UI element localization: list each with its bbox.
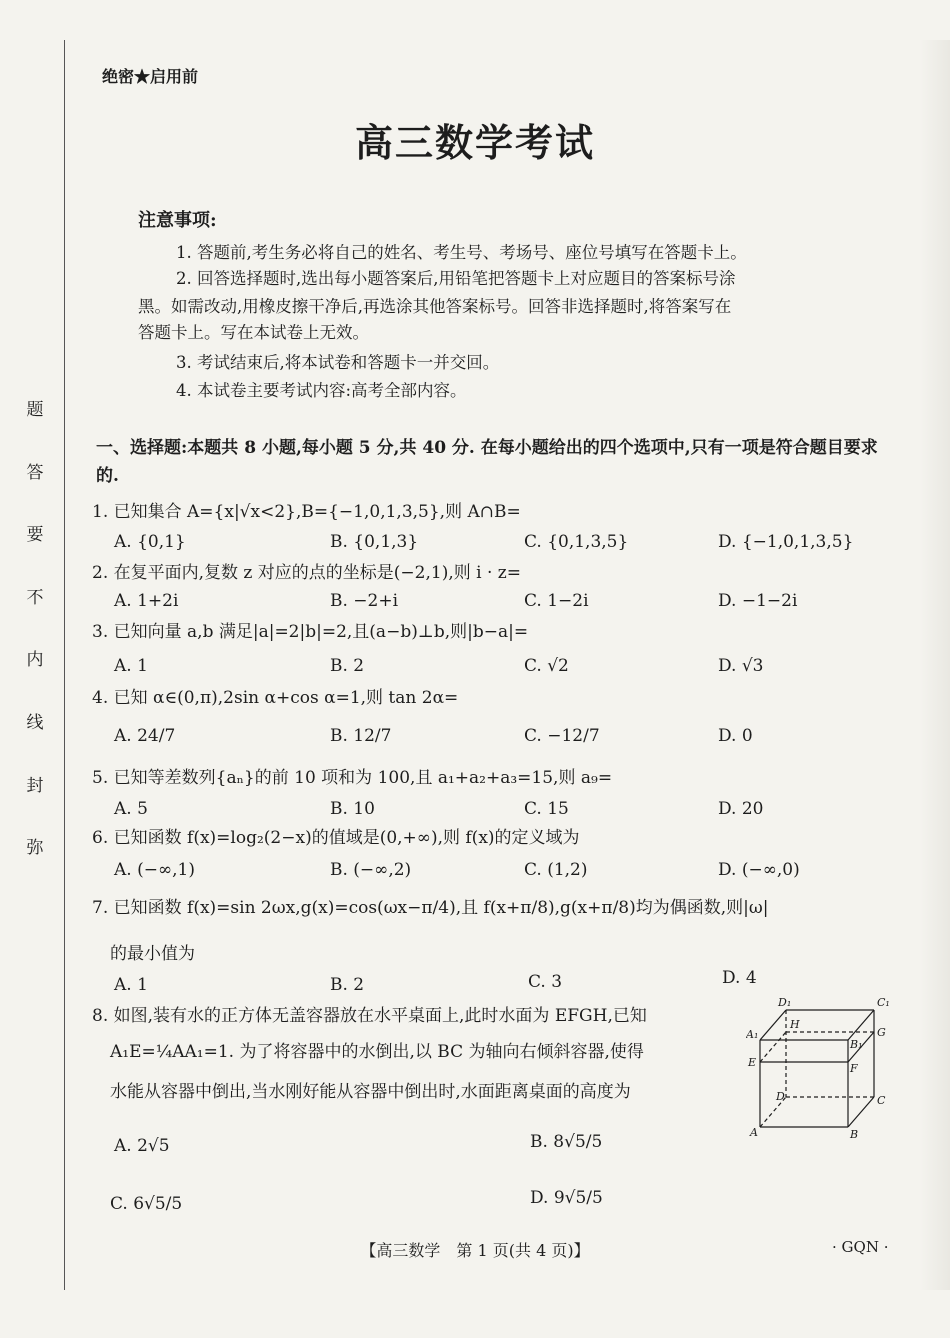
option: B. {0,1,3} bbox=[330, 532, 419, 552]
option: C. 15 bbox=[524, 799, 569, 819]
question-stem: 7. 已知函数 f(x)=sin 2ωx,g(x)=cos(ωx−π/4),且 f(x+π/8),g(x+π/8)均为偶函数,则|ω| bbox=[92, 898, 769, 918]
option: D. 20 bbox=[718, 799, 764, 819]
option: B. 10 bbox=[330, 799, 375, 819]
seal-char: 题 bbox=[26, 400, 44, 420]
question-stem: 8. 如图,装有水的正方体无盖容器放在水平桌面上,此时水面为 EFGH,已知 bbox=[92, 1006, 647, 1026]
section-heading: 一、选择题:本题共 8 小题,每小题 5 分,共 40 分. 在每小题给出的四个选项中,只有一项是符合题目要求的. bbox=[96, 438, 878, 486]
binding-line bbox=[64, 40, 65, 1290]
option: D. (−∞,0) bbox=[718, 860, 800, 880]
option: A. 1 bbox=[114, 656, 148, 676]
seal-char: 答 bbox=[26, 462, 44, 483]
notice-item: 1. 答题前,考生务必将自己的姓名、考生号、考场号、座位号填写在答题卡上。 bbox=[176, 243, 747, 262]
scan-edge bbox=[920, 40, 950, 1290]
question-stem: 6. 已知函数 f(x)=log₂(2−x)的值域是(0,+∞),则 f(x)的定义域为 bbox=[92, 828, 580, 848]
option: B. (−∞,2) bbox=[330, 860, 412, 880]
question-stem: 3. 已知向量 a,b 满足|a|=2|b|=2,且(a−b)⊥b,则|b−a|= bbox=[92, 622, 529, 642]
option: A. {0,1} bbox=[114, 532, 186, 552]
question-stem-continued: A₁E=¼AA₁=1. 为了将容器中的水倒出,以 BC 为轴向右倾斜容器,使得 bbox=[110, 1042, 644, 1062]
edge bbox=[848, 1097, 874, 1127]
seal-char: 内 bbox=[26, 650, 44, 671]
notice-item: 2. 回答选择题时,选出每小题答案后,用铅笔把答题卡上对应题目的答案标号涂 bbox=[176, 269, 736, 288]
option: A. 1 bbox=[114, 975, 148, 995]
seal-char: 封 bbox=[26, 775, 44, 796]
edge bbox=[760, 1010, 786, 1040]
option: C. {0,1,3,5} bbox=[524, 532, 629, 552]
edge bbox=[848, 1010, 874, 1040]
question-stem: 2. 在复平面内,复数 z 对应的点的坐标是(−2,1),则 i · z= bbox=[92, 563, 521, 583]
confidential-mark: 绝密★启用前 bbox=[102, 67, 199, 86]
option: A. (−∞,1) bbox=[114, 860, 195, 880]
option: C. 1−2i bbox=[524, 591, 589, 611]
option: A. 5 bbox=[114, 799, 148, 819]
notice-item: 4. 本试卷主要考试内容:高考全部内容。 bbox=[176, 381, 467, 400]
figure-label: E bbox=[748, 1056, 757, 1069]
option: C. 3 bbox=[528, 972, 563, 992]
question-stem-continued: 的最小值为 bbox=[110, 944, 195, 964]
figure-label: D bbox=[776, 1090, 785, 1103]
option: C. 6√5/5 bbox=[110, 1194, 183, 1214]
figure-label: A bbox=[750, 1126, 758, 1139]
option: A. 24/7 bbox=[114, 726, 176, 746]
option: D. 4 bbox=[722, 968, 757, 988]
notice-item: 3. 考试结束后,将本试卷和答题卡一并交回。 bbox=[176, 353, 500, 372]
figure-label: D₁ bbox=[778, 996, 792, 1009]
page-footer: 【高三数学 第 1 页(共 4 页)】 bbox=[360, 1241, 590, 1260]
option: C. −12/7 bbox=[524, 726, 600, 746]
figure-label: G bbox=[877, 1026, 886, 1039]
option: A. 1+2i bbox=[114, 591, 179, 611]
seal-text bbox=[20, 400, 50, 901]
option: B. 12/7 bbox=[330, 726, 392, 746]
option: A. 2√5 bbox=[114, 1136, 170, 1156]
figure-label: C₁ bbox=[877, 996, 890, 1009]
notice-item: 答题卡上。写在本试卷上无效。 bbox=[138, 323, 369, 342]
question-stem: 5. 已知等差数列{aₙ}的前 10 项和为 100,且 a₁+a₂+a₃=15,则 a₉= bbox=[92, 768, 613, 788]
figure-label: B bbox=[850, 1128, 859, 1141]
seal-char: 线 bbox=[26, 712, 44, 733]
figure-label: H bbox=[790, 1018, 800, 1031]
option: C. √2 bbox=[524, 656, 569, 676]
option: B. −2+i bbox=[330, 591, 399, 611]
seal-char: 不 bbox=[26, 587, 44, 608]
option: B. 2 bbox=[330, 975, 365, 995]
option: C. (1,2) bbox=[524, 860, 588, 880]
page-title: 高三数学考试 bbox=[354, 120, 595, 165]
cube-figure bbox=[746, 992, 896, 1142]
figure-label: A₁ bbox=[746, 1028, 759, 1041]
question-stem-continued: 水能从容器中倒出,当水刚好能从容器中倒出时,水面距离桌面的高度为 bbox=[110, 1082, 631, 1102]
question-stem: 1. 已知集合 A={x|√x<2},B={−1,0,1,3,5},则 A∩B= bbox=[92, 502, 521, 522]
question-stem: 4. 已知 α∈(0,π),2sin α+cos α=1,则 tan 2α= bbox=[92, 688, 459, 708]
figure-label: C bbox=[877, 1094, 886, 1107]
figure-label: B₁ bbox=[850, 1038, 863, 1051]
notice-item: 黑。如需改动,用橡皮擦干净后,再选涂其他答案标号。回答非选择题时,将答案写在 bbox=[138, 297, 732, 316]
option: D. 0 bbox=[718, 726, 753, 746]
water-edge bbox=[760, 1032, 786, 1062]
option: B. 8√5/5 bbox=[530, 1132, 603, 1152]
figure-label: F bbox=[850, 1062, 858, 1075]
seal-char: 弥 bbox=[26, 838, 44, 859]
option: D. √3 bbox=[718, 656, 764, 676]
seal-char: 要 bbox=[26, 525, 44, 546]
option: D. {−1,0,1,3,5} bbox=[718, 532, 854, 552]
notice-heading: 注意事项: bbox=[138, 210, 217, 231]
option: B. 2 bbox=[330, 656, 365, 676]
option: D. −1−2i bbox=[718, 591, 798, 611]
exam-code: · GQN · bbox=[832, 1238, 889, 1256]
option: D. 9√5/5 bbox=[530, 1188, 603, 1208]
